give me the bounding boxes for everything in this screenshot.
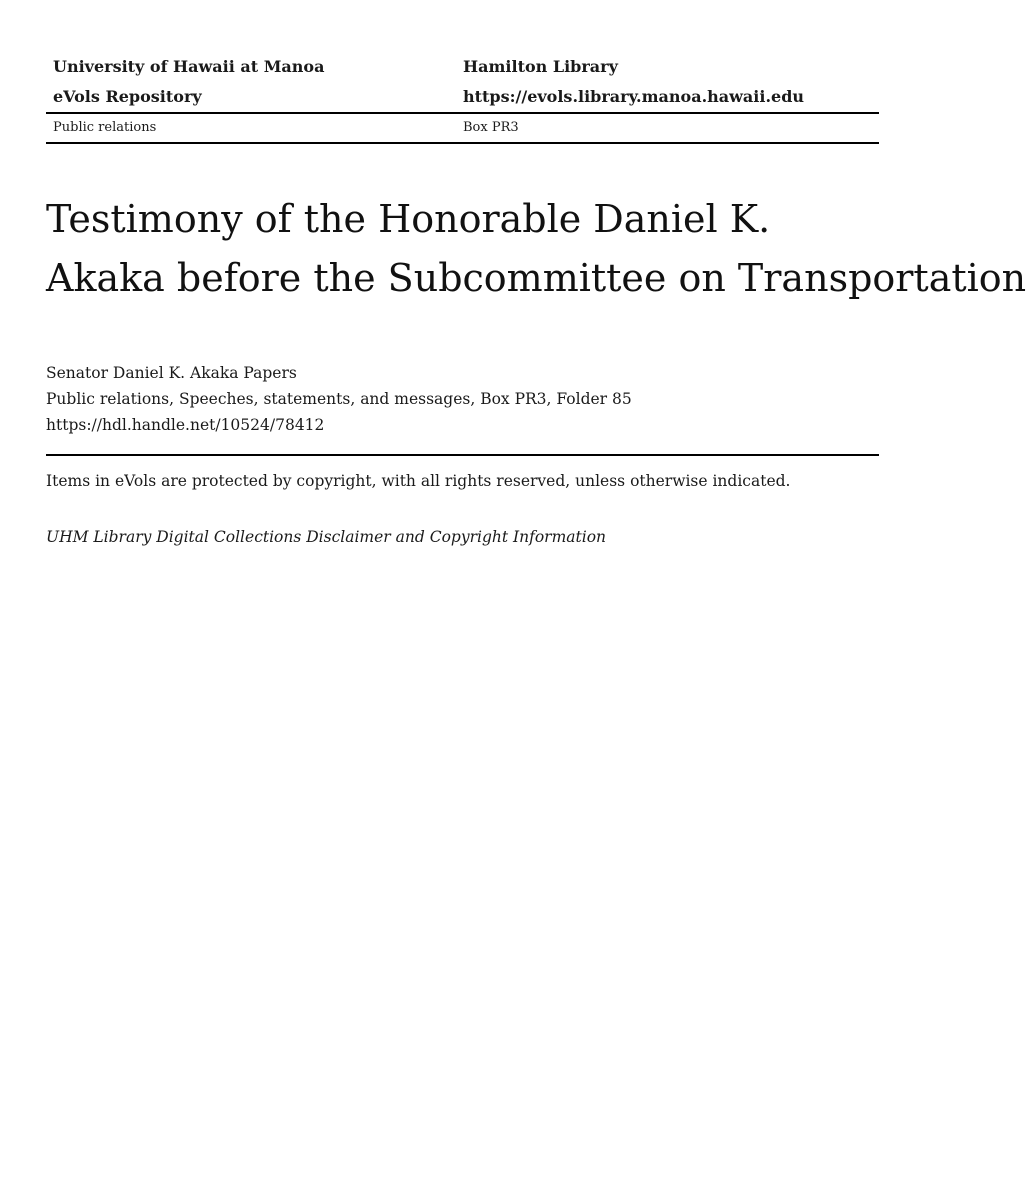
handle-link[interactable]: https://hdl.handle.net/10524/78412: [46, 416, 325, 434]
header-divider-bottom: [46, 142, 879, 144]
series-info: Public relations, Speeches, statements, and messages, Box PR3, Folder 85: [46, 390, 632, 408]
document-title: [46, 190, 1026, 308]
header-right-top: [463, 52, 879, 112]
header-right-bottom: [463, 114, 879, 142]
header-left-top: [46, 52, 463, 112]
header: [46, 52, 879, 144]
copyright-notice: Items in eVols are protected by copyright, with all rights reserved, unless otherwise indicated.: [46, 472, 791, 490]
metadata-divider: [46, 454, 879, 456]
library-name: Hamilton Library: [463, 57, 618, 76]
header-row-bottom: [46, 114, 879, 142]
box-label: Box PR3: [463, 120, 519, 135]
document-title-line-2: Akaka before the Subcommittee on Transportation: [46, 256, 1026, 300]
collection-name: Senator Daniel K. Akaka Papers: [46, 364, 297, 382]
disclaimer-link[interactable]: UHM Library Digital Collections Disclaimer and Copyright Information: [46, 528, 607, 546]
header-left-bottom: [46, 114, 463, 142]
document-metadata: [46, 360, 879, 438]
collection-type: Public relations: [53, 120, 157, 135]
header-row-top: [46, 52, 879, 112]
repository-url[interactable]: https://evols.library.manoa.hawaii.edu: [463, 87, 805, 106]
repository-name: eVols Repository: [53, 87, 202, 106]
document-title-line-1: Testimony of the Honorable Daniel K.: [46, 197, 771, 241]
institution-name: University of Hawaii at Manoa: [53, 57, 325, 76]
